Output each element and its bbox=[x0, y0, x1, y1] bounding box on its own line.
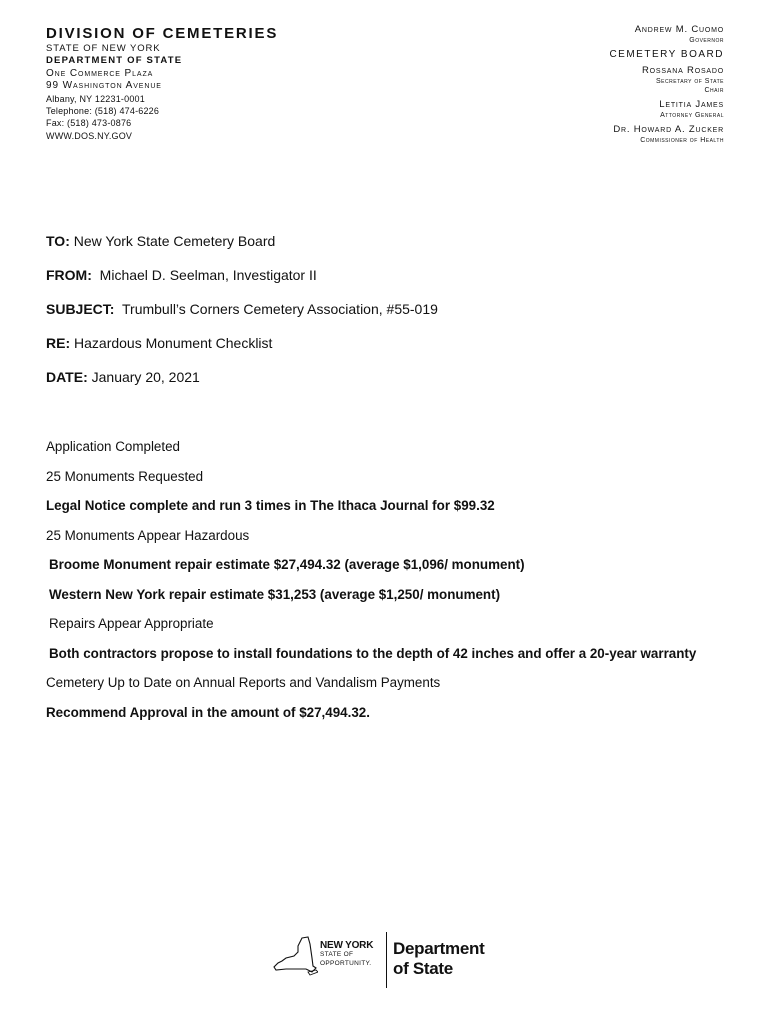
website: WWW.DOS.NY.GOV bbox=[46, 130, 133, 141]
governor-title: Governor bbox=[689, 37, 724, 44]
address-line-2: 99 Washington Avenue bbox=[46, 80, 162, 92]
memo-date bbox=[46, 369, 726, 403]
checklist-line: Application Completed bbox=[46, 439, 180, 454]
checklist-line: 25 Monuments Requested bbox=[46, 468, 204, 484]
division-title: DIVISION OF CEMETERIES bbox=[46, 25, 279, 42]
governor-name: Andrew M. Cuomo bbox=[634, 24, 724, 35]
chair-title-2: Chair bbox=[704, 87, 724, 94]
telephone: Telephone: (518) 474-6226 bbox=[46, 106, 160, 117]
ag-name: Letitia James bbox=[659, 99, 724, 110]
officials-list bbox=[404, 24, 724, 145]
chair-name: Rossana Rosado bbox=[641, 65, 724, 76]
to-value: New York State Cemetery Board bbox=[73, 233, 276, 249]
ny-opportunity-wordmark bbox=[320, 940, 373, 968]
checklist-body bbox=[46, 439, 736, 734]
date-label: DATE: bbox=[46, 369, 88, 385]
ny-line-2: STATE OF bbox=[320, 951, 354, 958]
memo-subject bbox=[46, 301, 726, 335]
checklist-line: Western New York repair estimate $31,253 (average $1,250/ monument) bbox=[49, 586, 501, 602]
subject-label: SUBJECT: bbox=[46, 301, 115, 317]
re-label: RE: bbox=[46, 335, 71, 351]
checklist-line: Recommend Approval in the amount of $27,494.32. bbox=[46, 704, 370, 720]
new-york-state-map-icon bbox=[272, 936, 318, 986]
logo-divider bbox=[386, 932, 387, 988]
checklist-line: Repairs Appear Appropriate bbox=[49, 616, 214, 631]
memo-to bbox=[46, 233, 726, 267]
ag-title: Attorney General bbox=[660, 112, 724, 119]
to-label: TO: bbox=[46, 233, 70, 249]
checklist-line: Broome Monument repair estimate $27,494.32 (average $1,096/ monument) bbox=[49, 557, 525, 572]
checklist-line: Both contractors propose to install foundations to the depth of 42 inches and offer a 20-year warranty bbox=[49, 645, 697, 661]
health-title: Commissioner of Health bbox=[640, 137, 724, 144]
checklist-line: Cemetery Up to Date on Annual Reports and Vandalism Payments bbox=[46, 675, 441, 690]
department-of-state-wordmark bbox=[393, 939, 484, 979]
ny-line-3: OPPORTUNITY. bbox=[320, 959, 372, 967]
subject-value: Trumbull’s Corners Cemetery Association, #55-019 bbox=[122, 301, 438, 317]
board-title: CEMETERY BOARD bbox=[609, 49, 724, 60]
address-line-1: One Commerce Plaza bbox=[46, 67, 154, 79]
footer-logo bbox=[272, 930, 512, 994]
chair-title-1: Secretary of State bbox=[656, 78, 724, 85]
health-name: Dr. Howard A. Zucker bbox=[613, 124, 724, 135]
fax: Fax: (518) 473-0876 bbox=[46, 118, 132, 129]
dept-line-1: Department bbox=[393, 939, 485, 958]
from-label: FROM: bbox=[46, 267, 92, 283]
address-city: Albany, NY 12231-0001 bbox=[46, 93, 145, 104]
memo-from bbox=[46, 267, 726, 301]
letterhead bbox=[46, 25, 346, 142]
from-value: Michael D. Seelman, Investigator II bbox=[99, 267, 317, 283]
re-value: Hazardous Monument Checklist bbox=[74, 335, 273, 351]
dept-line-2: of State bbox=[393, 959, 453, 978]
memo-re bbox=[46, 335, 726, 369]
state-line: STATE OF NEW YORK bbox=[46, 43, 161, 54]
ny-line-1: NEW YORK bbox=[320, 940, 374, 951]
department-line: DEPARTMENT OF STATE bbox=[46, 55, 183, 67]
checklist-line: Legal Notice complete and run 3 times in The Ithaca Journal for $99.32 bbox=[46, 498, 495, 513]
date-value: January 20, 2021 bbox=[91, 369, 200, 385]
memo-header bbox=[46, 233, 726, 403]
checklist-line: 25 Monuments Appear Hazardous bbox=[46, 527, 250, 543]
